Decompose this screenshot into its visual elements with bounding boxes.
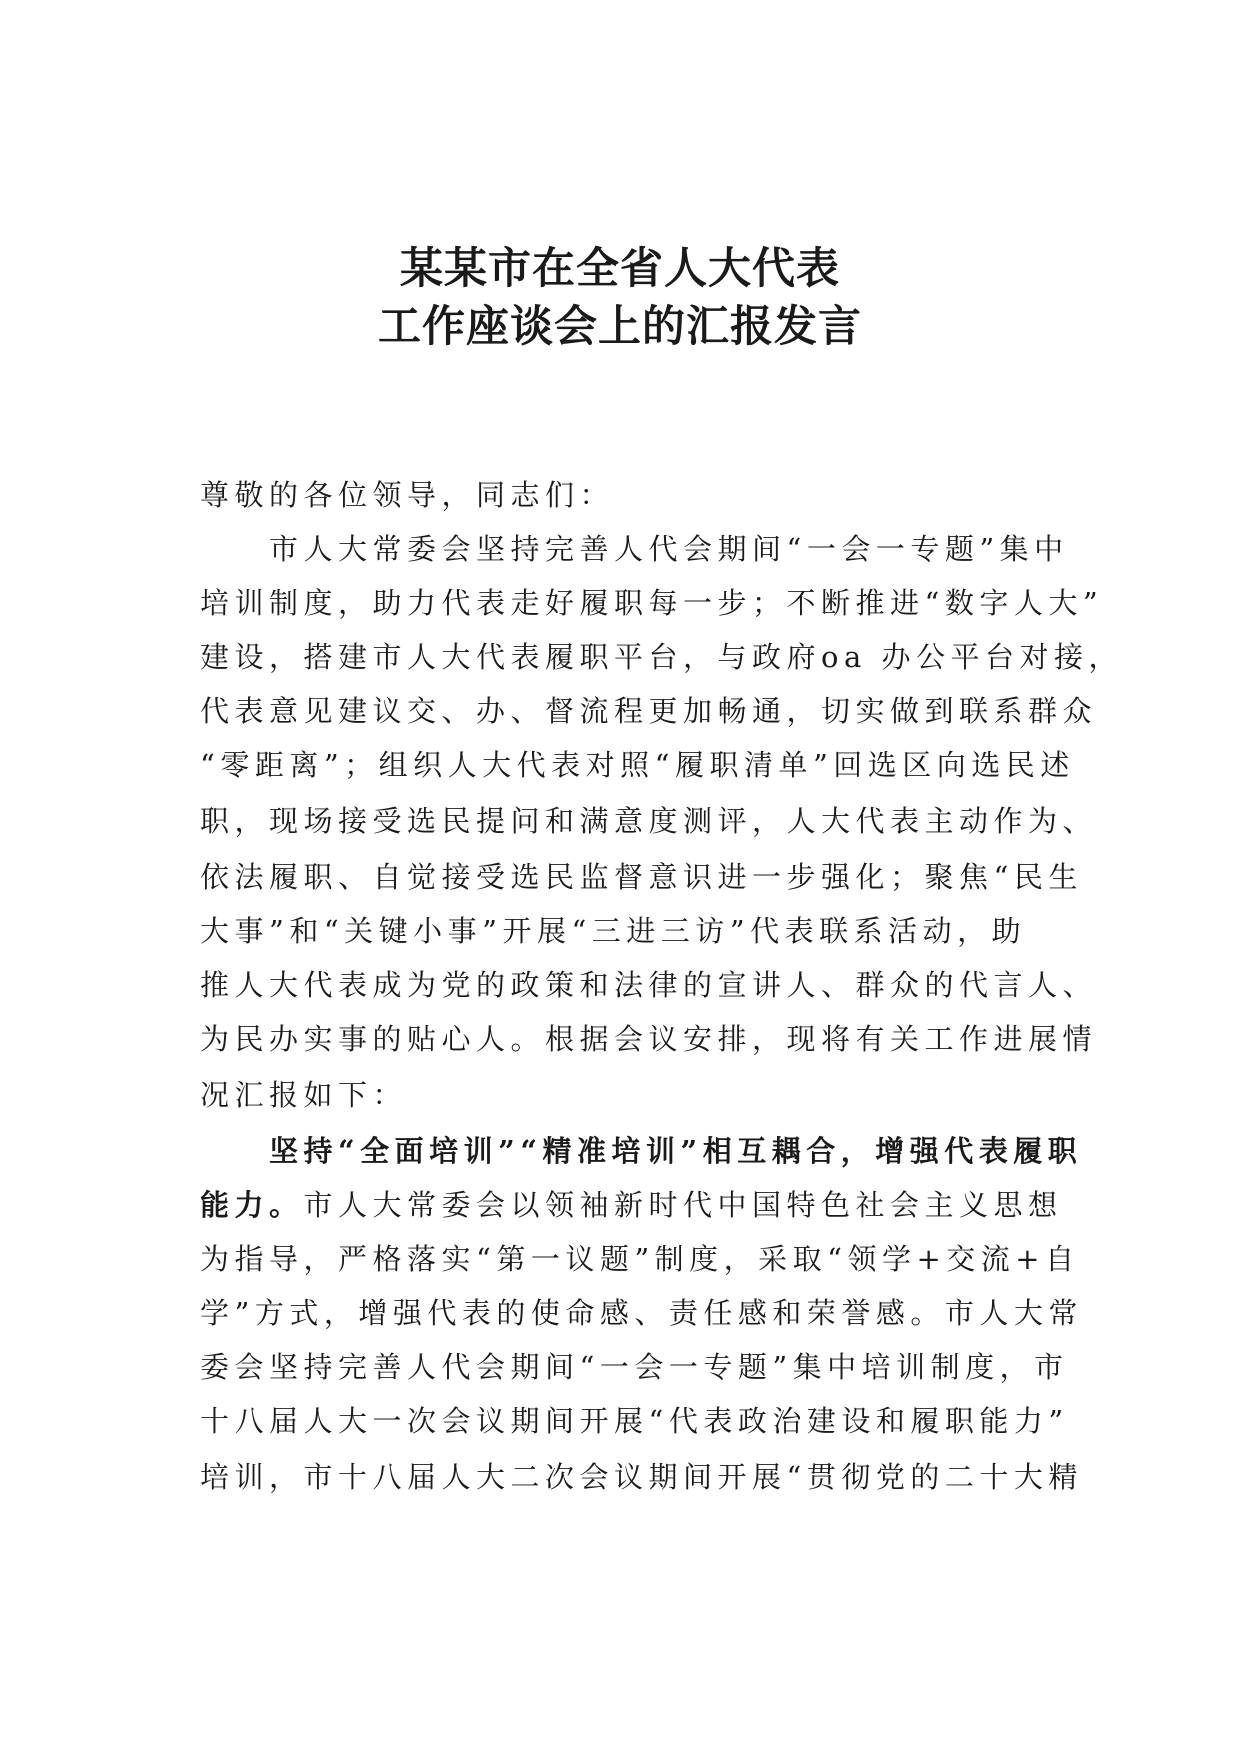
section-heading-text: 坚持“全面培训”“精准培训”相互耦合，增强代表履职 [200,1134,1083,1168]
page-title [0,240,1240,356]
paragraph-line: 况汇报如下： [200,1078,408,1112]
greeting: 尊敬的各位领导，同志们： [200,478,615,512]
paragraph-line: 大事”和“关键小事”开展“三进三访”代表联系活动，助 [200,914,1027,948]
paragraph-text: 市人大常委会以领袖新时代中国特色社会主义思想 [303,1188,1063,1222]
paragraph-line: 学”方式，增强代表的使命感、责任感和荣誉感。市人大常 [200,1296,1083,1330]
section-heading-tail: 能力。 [200,1188,304,1222]
paragraph-line [200,1183,1063,1224]
paragraph-line: 培训，市十八届人大二次会议期间开展“贯彻党的二十大精 [200,1460,1083,1494]
paragraph-line: 依法履职、自觉接受选民监督意识进一步强化；聚焦“民生 [200,860,1083,894]
paragraph-line: 代表意见建议交、办、督流程更加畅通，切实做到联系群众 [200,694,1098,728]
title-line-2: 工作座谈会上的汇报发言 [378,302,862,352]
paragraph-line: 培训制度，助力代表走好履职每一步；不断推进“数字人大” [200,586,1104,620]
paragraph-line: 为民办实事的贴心人。根据会议安排，现将有关工作进展情 [200,1022,1098,1056]
paragraph-line: 市人大常委会坚持完善人代会期间“一会一专题”集中 [200,532,1069,566]
section-heading-line [200,1129,1082,1170]
paragraph-line: 推人大代表成为党的政策和法律的宣讲人、群众的代言人、 [200,968,1098,1002]
title-line-1: 某某市在全省人大代表 [400,244,840,294]
paragraph-line: 委会坚持完善人代会期间“一会一专题”集中培训制度，市 [200,1350,1069,1384]
paragraph-line: 十八届人大一次会议期间开展“代表政治建设和履职能力” [200,1404,1069,1438]
paragraph-line: 为指导，严格落实“第一议题”制度，采取“领学+交流+自 [200,1242,1080,1276]
paragraph-line: 建设，搭建市人大代表履职平台，与政府oa 办公平台对接， [200,640,1123,674]
paragraph-line: 职，现场接受选民提问和满意度测评，人大代表主动作为、 [200,804,1098,838]
paragraph-line: “零距离”；组织人大代表对照“履职清单”回选区向选民述 [200,748,1075,782]
